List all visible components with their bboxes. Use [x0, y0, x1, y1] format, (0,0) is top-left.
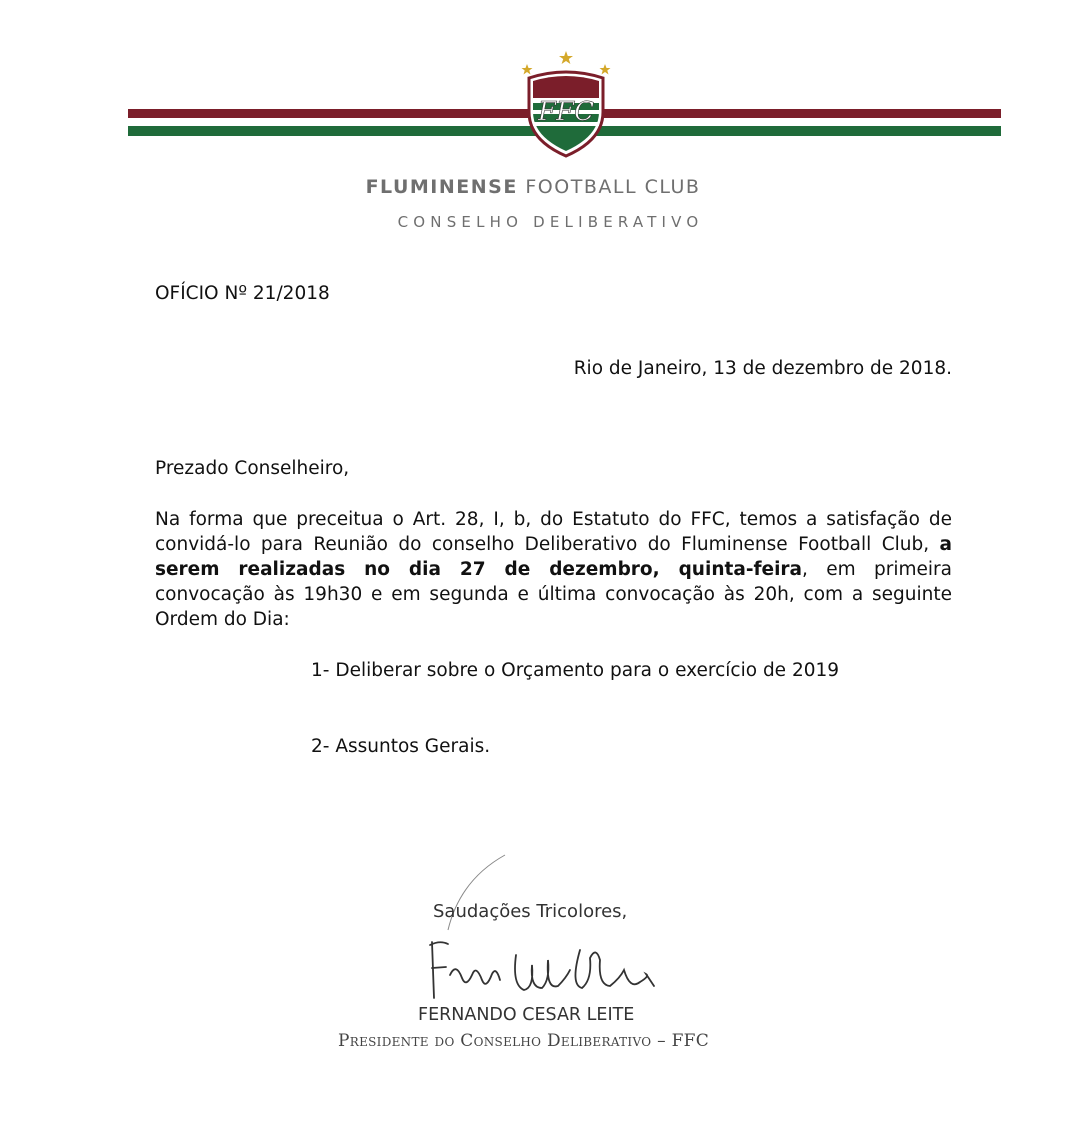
- club-name-rest: FOOTBALL CLUB: [525, 176, 701, 198]
- fluminense-crest-logo: [521, 48, 611, 160]
- office-number: OFÍCIO Nº 21/2018: [155, 283, 330, 304]
- agenda-item-2: 2- Assuntos Gerais.: [311, 736, 491, 757]
- handwritten-signature: [420, 850, 680, 1010]
- club-name-bold: FLUMINENSE: [365, 176, 518, 198]
- crest-letters: FFC: [538, 97, 594, 127]
- place-date: Rio de Janeiro, 13 de dezembro de 2018.: [573, 358, 952, 379]
- greeting: Prezado Conselheiro,: [155, 458, 350, 479]
- body-paragraph: [155, 507, 952, 632]
- body-part1: Na forma que preceitua o Art. 28, I, b, do Estatuto do FFC, temos a satisfação de convidá-lo para Reunião do conselho Deliberativo do Fluminense Football Club,: [155, 509, 952, 555]
- closing-salutation: Saudações Tricolores,: [433, 901, 628, 922]
- signer-role: Presidente do Conselho Deliberativo – FFC: [338, 1031, 710, 1051]
- club-name: [0, 176, 1066, 198]
- body-part2: , em primeira convocação às 19h30 e em segunda e última convocação às 20h, com a seguinte Ordem do Dia:: [155, 559, 952, 630]
- star-icon: [559, 51, 573, 64]
- star-icon: [600, 64, 611, 75]
- signer-name: FERNANDO CESAR LEITE: [418, 1005, 635, 1025]
- star-icon: [522, 64, 533, 75]
- agenda-item-1: 1- Deliberar sobre o Orçamento para o exercício de 2019: [311, 660, 840, 681]
- body-bold: a serem realizadas no dia 27 de dezembro, quinta-feira: [155, 534, 952, 580]
- council-name: CONSELHO DELIBERATIVO: [397, 213, 704, 231]
